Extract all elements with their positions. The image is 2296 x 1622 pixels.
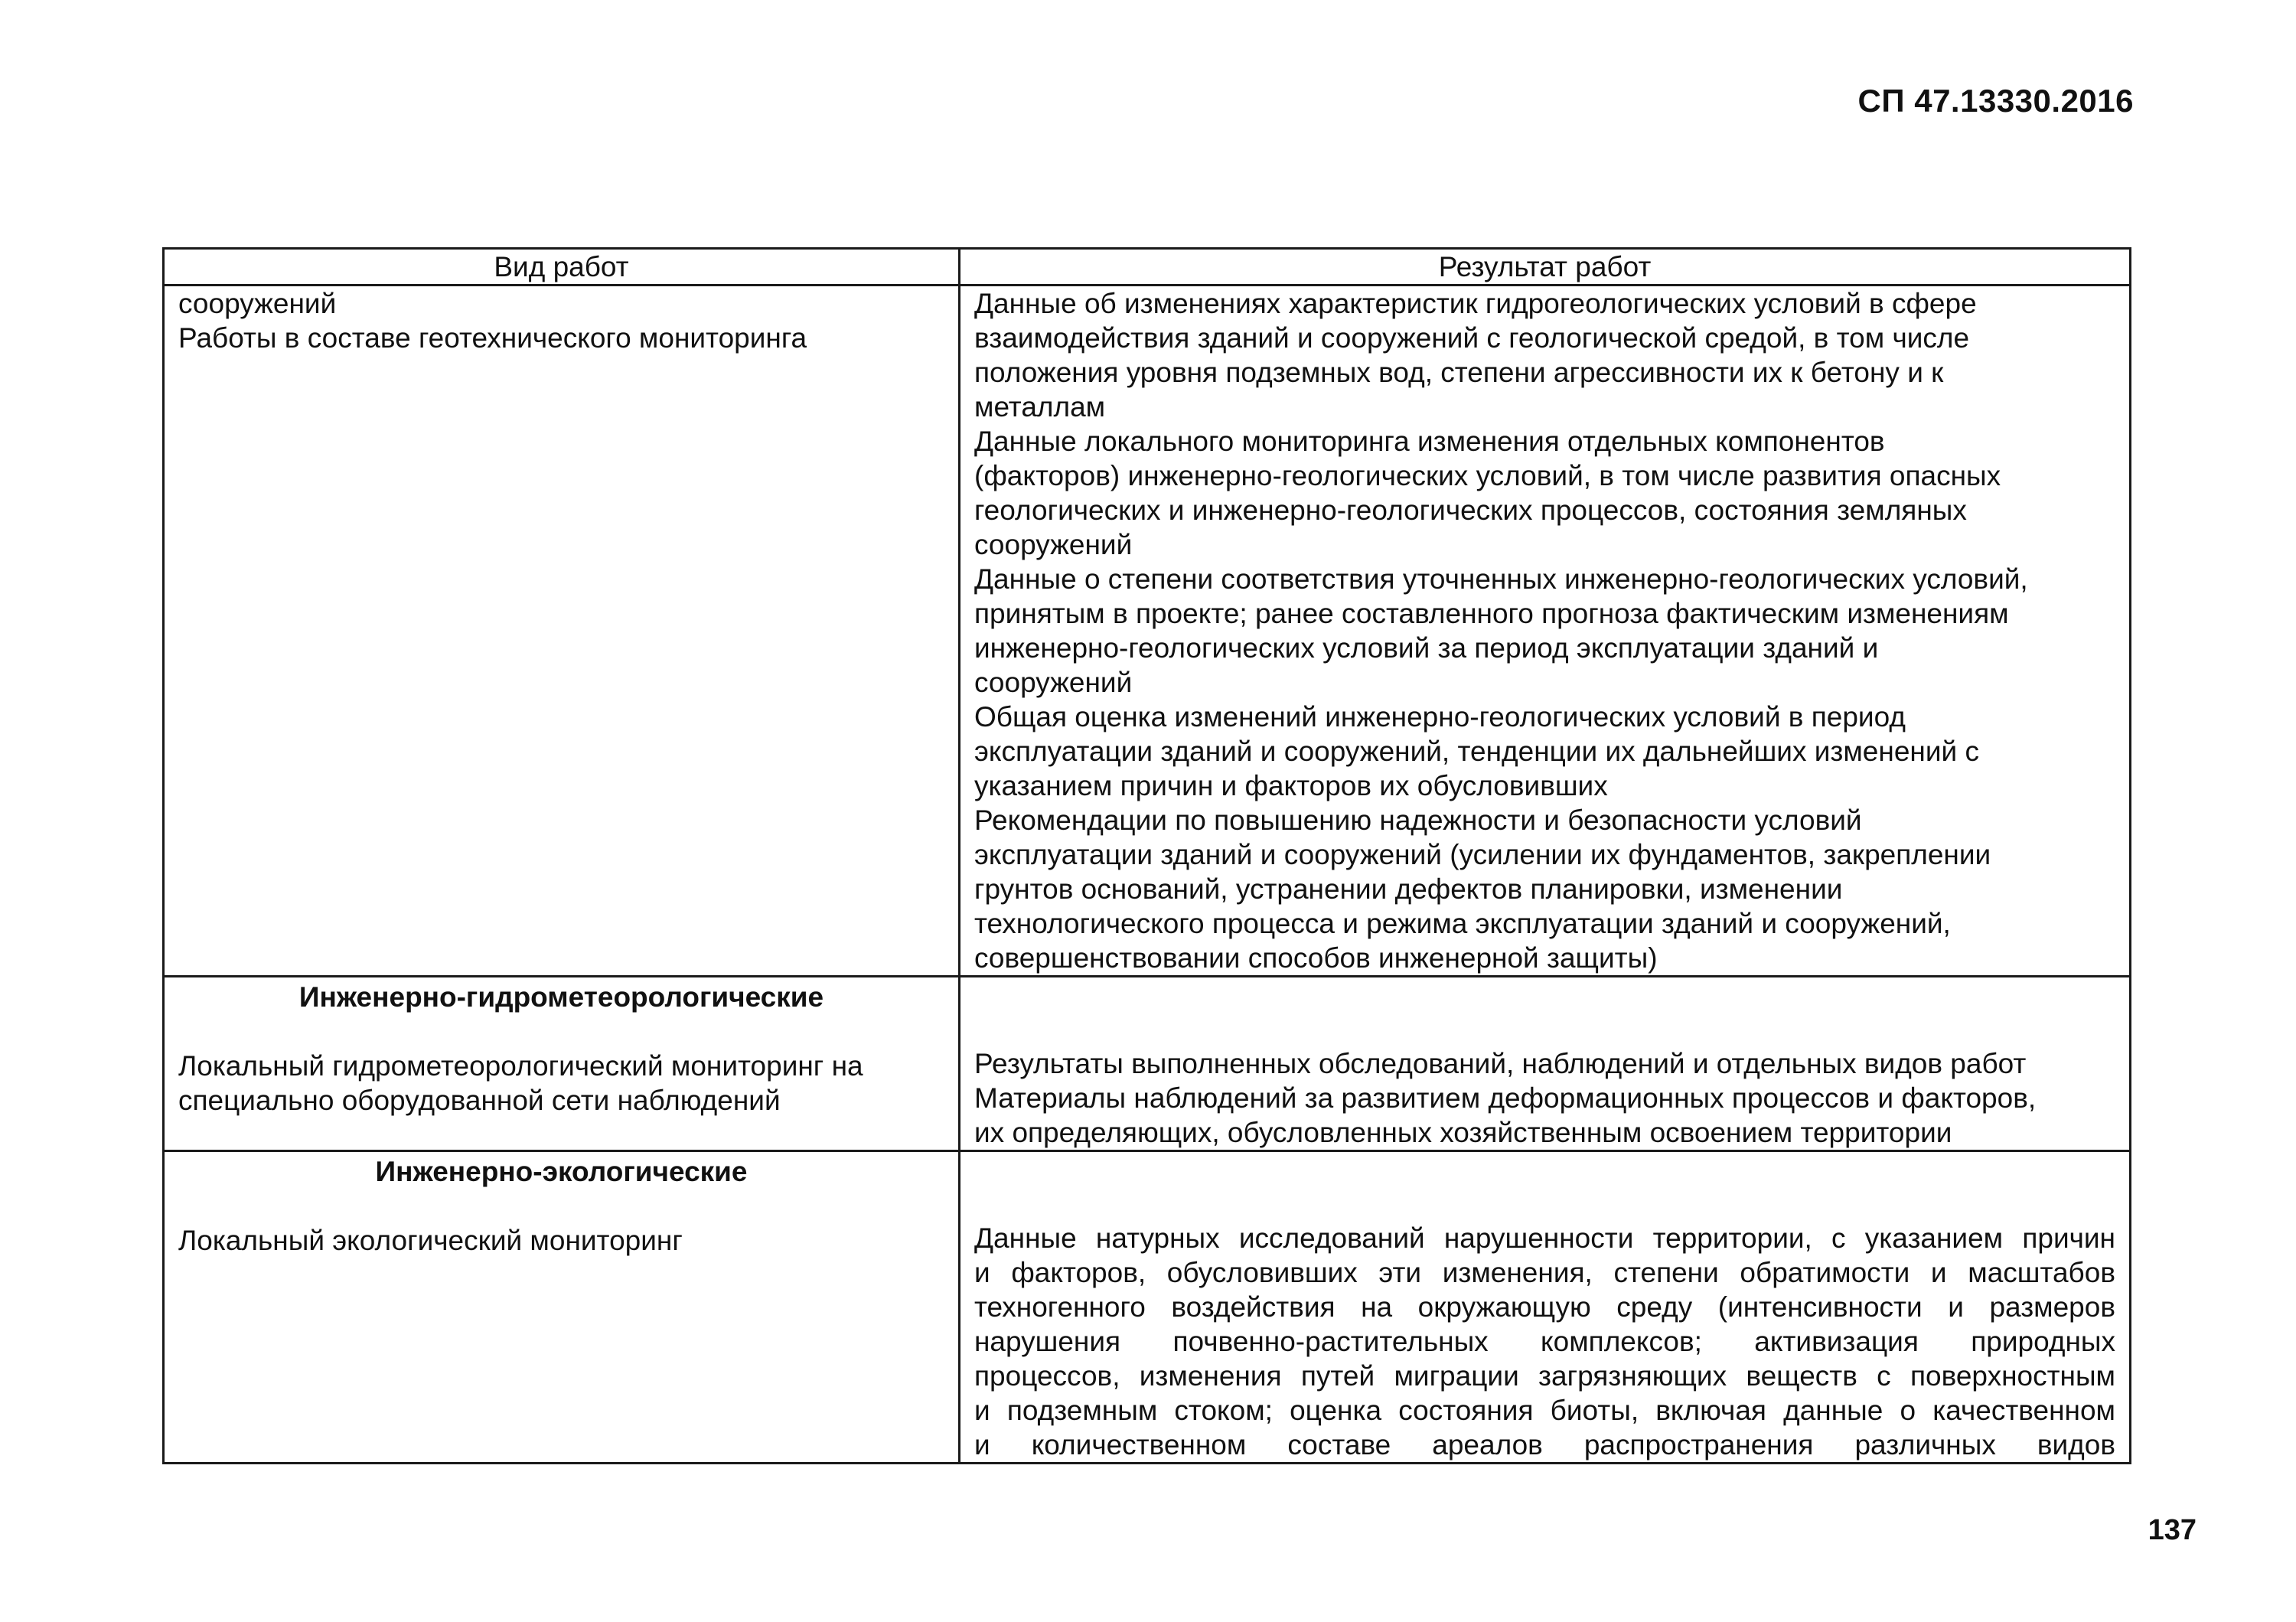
spacer xyxy=(974,1152,2115,1186)
result-line: взаимодействия зданий и сооружений с геологической средой, в том числе xyxy=(974,322,1970,354)
table-header-row xyxy=(164,249,2131,286)
page-number: 137 xyxy=(2148,1514,2197,1546)
result-line: инженерно-геологических условий за период эксплуатации зданий и xyxy=(974,632,1879,664)
work-type-line: Локальный гидрометеорологический мониторинг на xyxy=(178,1050,863,1082)
works-table xyxy=(162,247,2131,1464)
work-type-line: Работы в составе геотехнического мониторинга xyxy=(178,322,807,354)
header-work-result: Результат работ xyxy=(960,249,2131,286)
result-line: (факторов) инженерно-геологических условий, в том числе развития опасных xyxy=(974,460,2001,491)
result-line: сооружений xyxy=(974,529,1133,560)
work-type-line: специально оборудованной сети наблюдений xyxy=(178,1085,781,1116)
table-row xyxy=(164,286,2131,977)
document-code: СП 47.13330.2016 xyxy=(1857,83,2134,119)
result-line: Результаты выполненных обследований, наблюдений и отдельных видов работ xyxy=(974,1048,2027,1079)
spacer xyxy=(178,1189,944,1223)
work-type-cell xyxy=(164,977,960,1151)
spacer xyxy=(974,1012,2115,1046)
table-row xyxy=(164,1151,2131,1464)
result-line: указанием причин и факторов их обусловивших xyxy=(974,770,1608,801)
result-line: совершенствовании способов инженерной защиты) xyxy=(974,942,1658,974)
result-line: эксплуатации зданий и сооружений (усилении их фундаментов, закреплении xyxy=(974,839,1991,870)
result-line: и количественном составе ареалов распространения различных видов xyxy=(974,1429,2115,1460)
result-line: технологического процесса и режима эксплуатации зданий и сооружений, xyxy=(974,908,1951,939)
result-line: грунтов оснований, устранении дефектов планировки, изменении xyxy=(974,873,1843,905)
work-result-cell xyxy=(960,1151,2131,1464)
result-line: их определяющих, обусловленных хозяйственным освоением территории xyxy=(974,1117,1952,1148)
work-result-cell xyxy=(960,977,2131,1151)
result-line: и подземным стоком; оценка состояния биоты, включая данные о качественном xyxy=(974,1395,2115,1426)
header-work-type: Вид работ xyxy=(164,249,960,286)
section-title-ecology: Инженерно-экологические xyxy=(375,1156,748,1187)
work-type-cell xyxy=(164,286,960,977)
result-line: Данные локального мониторинга изменения отдельных компонентов xyxy=(974,426,1885,457)
result-line: техногенного воздействия на окружающую среду (интенсивности и размеров xyxy=(974,1291,2115,1323)
work-type-line: сооружений xyxy=(178,288,337,319)
result-line: процессов, изменения путей миграции загрязняющих веществ с поверхностным xyxy=(974,1360,2115,1392)
spacer xyxy=(178,1014,944,1049)
result-line: Материалы наблюдений за развитием деформационных процессов и факторов, xyxy=(974,1082,2037,1114)
result-line: металлам xyxy=(974,391,1106,423)
result-line: нарушения почвенно-растительных комплексов; активизация природных xyxy=(974,1326,2115,1357)
result-line: и факторов, обусловивших эти изменения, степени обратимости и масштабов xyxy=(974,1257,2115,1288)
result-line: сооружений xyxy=(974,667,1133,698)
result-line: Общая оценка изменений инженерно-геологических условий в период xyxy=(974,701,1906,733)
result-line: Рекомендации по повышению надежности и безопасности условий xyxy=(974,804,1862,836)
section-title-hydromet: Инженерно-гидрометеорологические xyxy=(298,981,824,1013)
table-row xyxy=(164,977,2131,1151)
work-result-cell xyxy=(960,286,2131,977)
result-line: геологических и инженерно-геологических процессов, состояния земляных xyxy=(974,494,1967,526)
result-line: Данные натурных исследований нарушенности территории, с указанием причин xyxy=(974,1222,2115,1254)
result-line: Данные об изменениях характеристик гидрогеологических условий в сфере xyxy=(974,288,1977,319)
result-line: принятым в проекте; ранее составленного прогноза фактическим изменениям xyxy=(974,598,2009,629)
result-line: положения уровня подземных вод, степени агрессивности их к бетону и к xyxy=(974,357,1944,388)
result-line: Данные о степени соответствия уточненных инженерно-геологических условий, xyxy=(974,563,2028,595)
result-line: эксплуатации зданий и сооружений, тенденции их дальнейших изменений с xyxy=(974,736,1979,767)
spacer xyxy=(974,1186,2115,1221)
work-type-cell xyxy=(164,1151,960,1464)
spacer xyxy=(974,977,2115,1012)
work-type-line: Локальный экологический мониторинг xyxy=(178,1225,683,1256)
